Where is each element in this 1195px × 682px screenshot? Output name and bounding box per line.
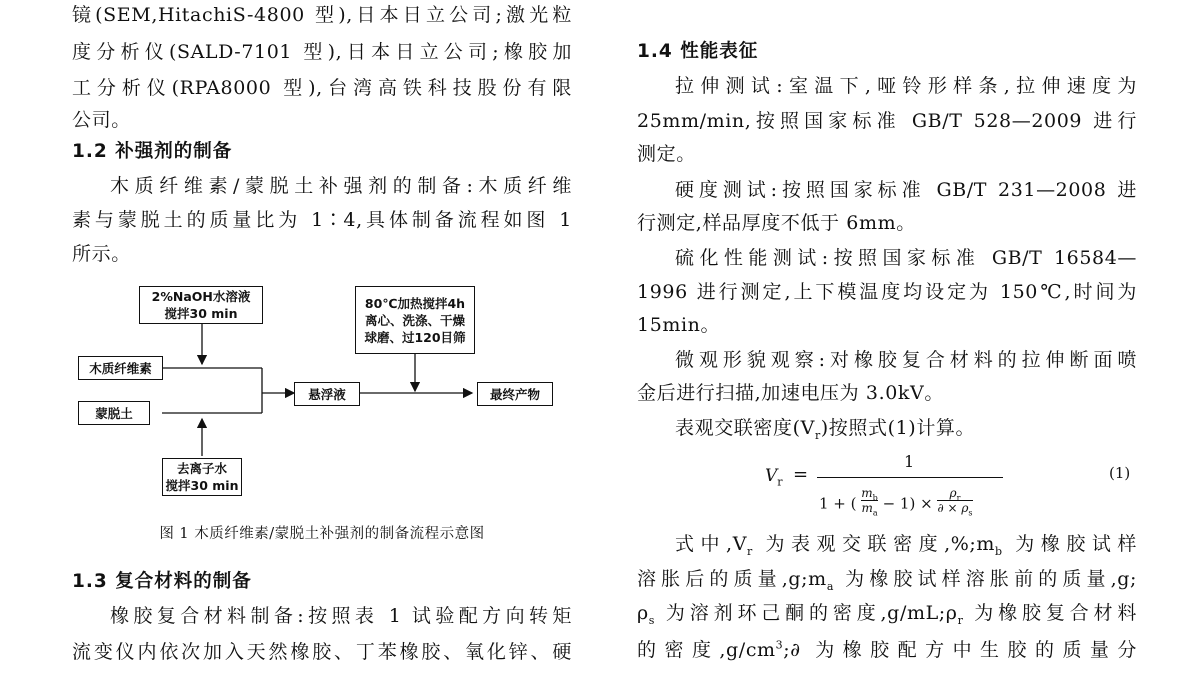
subscript: s [968, 508, 973, 518]
formula-mass-ratio [861, 486, 878, 518]
box-final-product: 最终产物 [477, 382, 553, 406]
subscript: r [957, 613, 964, 627]
text-line [637, 638, 1137, 662]
box-montmorillonite: 蒙脱土 [78, 401, 150, 425]
text-run: 为橡胶试样 [1002, 533, 1137, 555]
subscript: b [872, 493, 878, 503]
text-run: ρ [637, 602, 649, 624]
box-label: 离心、洗涤、干燥 [364, 312, 465, 328]
text-line: 金后进行扫描,加速电压为 3.0kV。 [637, 382, 944, 404]
formula-denominator [819, 486, 973, 519]
text-line: 工分析仪(RPA8000 型),台湾高铁科技股份有限 [72, 77, 572, 99]
equation-number: (1) [1109, 464, 1131, 482]
box-naoh-solution [139, 286, 263, 324]
text-line: 硫化性能测试:按照国家标准 GB/T 16584— [675, 247, 1137, 269]
text-run: 溶胀后的质量,g;m [637, 568, 827, 590]
text-line [637, 601, 1137, 625]
text-line: 流变仪内依次加入天然橡胶、丁苯橡胶、氧化锌、硬 [72, 641, 572, 663]
text-line [637, 567, 1137, 591]
formula-symbol: m [861, 486, 873, 500]
formula-symbol: ρ [949, 486, 957, 500]
text-line [637, 532, 1137, 556]
flowchart-figure [72, 278, 572, 508]
text-run: 表观交联密度(V [675, 417, 815, 439]
figure-caption: 图 1 木质纤维素/蒙脱土补强剂的制备流程示意图 [159, 526, 485, 542]
section-heading-1-4: 1.4 性能表征 [637, 41, 759, 62]
ratio-denominator [937, 501, 973, 518]
box-label: 80℃加热搅拌4h [364, 295, 466, 311]
text-line: 度分析仪(SALD-7101 型),日本日立公司;橡胶加 [72, 41, 572, 63]
superscript: 3 [775, 638, 784, 652]
formula-text: 1 + ( [819, 494, 857, 513]
text-run: 为橡胶复合材料 [963, 602, 1137, 624]
text-run: 为表观交联密度,%;m [752, 533, 996, 555]
text-line: 15min。 [637, 314, 721, 336]
formula-numerator: 1 [904, 452, 915, 471]
box-lignocellulose: 木质纤维素 [78, 356, 163, 380]
box-label: 搅拌30 min [164, 306, 238, 321]
box-deionized-water [162, 458, 242, 496]
box-heat-stir [355, 286, 475, 354]
text-line: 素与蒙脱土的质量比为 1∶4,具体制备流程如图 1 [72, 209, 572, 231]
text-line: 测定。 [637, 143, 696, 165]
formula-symbol: ∂ × ρ [937, 501, 969, 515]
subscript: b [995, 544, 1003, 558]
ratio-numerator [861, 486, 878, 501]
text-run: 为橡胶试样溶胀前的质量,g; [833, 568, 1137, 590]
text-line: 公司。 [72, 109, 131, 131]
subscript: r [956, 493, 961, 503]
text-line: 镜(SEM,HitachiS-4800 型),日本日立公司;激光粒 [72, 4, 572, 26]
subscript: s [648, 613, 656, 627]
fraction-bar [817, 477, 1003, 478]
box-suspension: 悬浮液 [294, 382, 360, 406]
text-run: 为溶剂环己酮的密度,g/mL;ρ [655, 602, 958, 624]
formula-equals: = [793, 464, 809, 485]
text-run: 的密度,g/cm [637, 639, 776, 661]
section-heading-1-2: 1.2 补强剂的制备 [72, 141, 233, 162]
text-line: 微观形貌观察:对橡胶复合材料的拉伸断面喷 [675, 349, 1137, 371]
text-line [637, 416, 1137, 440]
subscript: a [872, 508, 878, 518]
box-label: 球磨、过120目筛 [364, 329, 466, 345]
formula-text: − 1) × [882, 494, 933, 513]
subscript: r [814, 428, 821, 442]
formula-density-ratio [937, 486, 973, 518]
text-line: 行测定,样品厚度不低于 6mm。 [637, 212, 916, 234]
formula-lhs [765, 466, 783, 489]
ratio-denominator [861, 501, 878, 518]
subscript: r [777, 475, 783, 489]
subscript: a [826, 579, 834, 593]
formula-symbol: V [765, 466, 778, 486]
text-run: ;∂ 为橡胶配方中生胶的质量分 [783, 639, 1137, 661]
box-label: 2%NaOH水溶液 [151, 289, 251, 304]
text-line: 橡胶复合材料制备:按照表 1 试验配方向转矩 [110, 605, 572, 627]
text-run: )按照式(1)计算。 [820, 417, 976, 439]
formula-symbol: m [861, 501, 873, 515]
section-heading-1-3: 1.3 复合材料的制备 [72, 571, 252, 592]
text-line: 25mm/min,按照国家标准 GB/T 528—2009 进行 [637, 110, 1137, 132]
ratio-numerator [937, 486, 972, 501]
box-label: 去离子水 [176, 461, 227, 476]
subscript: r [747, 544, 753, 558]
equation-1 [637, 452, 1137, 527]
text-run: 式中,V [675, 533, 748, 555]
box-label: 搅拌30 min [165, 478, 239, 493]
text-line: 1996 进行测定,上下模温度均设定为 150℃,时间为 [637, 281, 1137, 303]
text-line: 所示。 [72, 243, 131, 265]
text-line: 拉伸测试:室温下,哑铃形样条,拉伸速度为 [675, 75, 1137, 97]
text-line: 木质纤维素/蒙脱土补强剂的制备:木质纤维 [110, 175, 572, 197]
text-line: 硬度测试:按照国家标准 GB/T 231—2008 进 [675, 179, 1137, 201]
